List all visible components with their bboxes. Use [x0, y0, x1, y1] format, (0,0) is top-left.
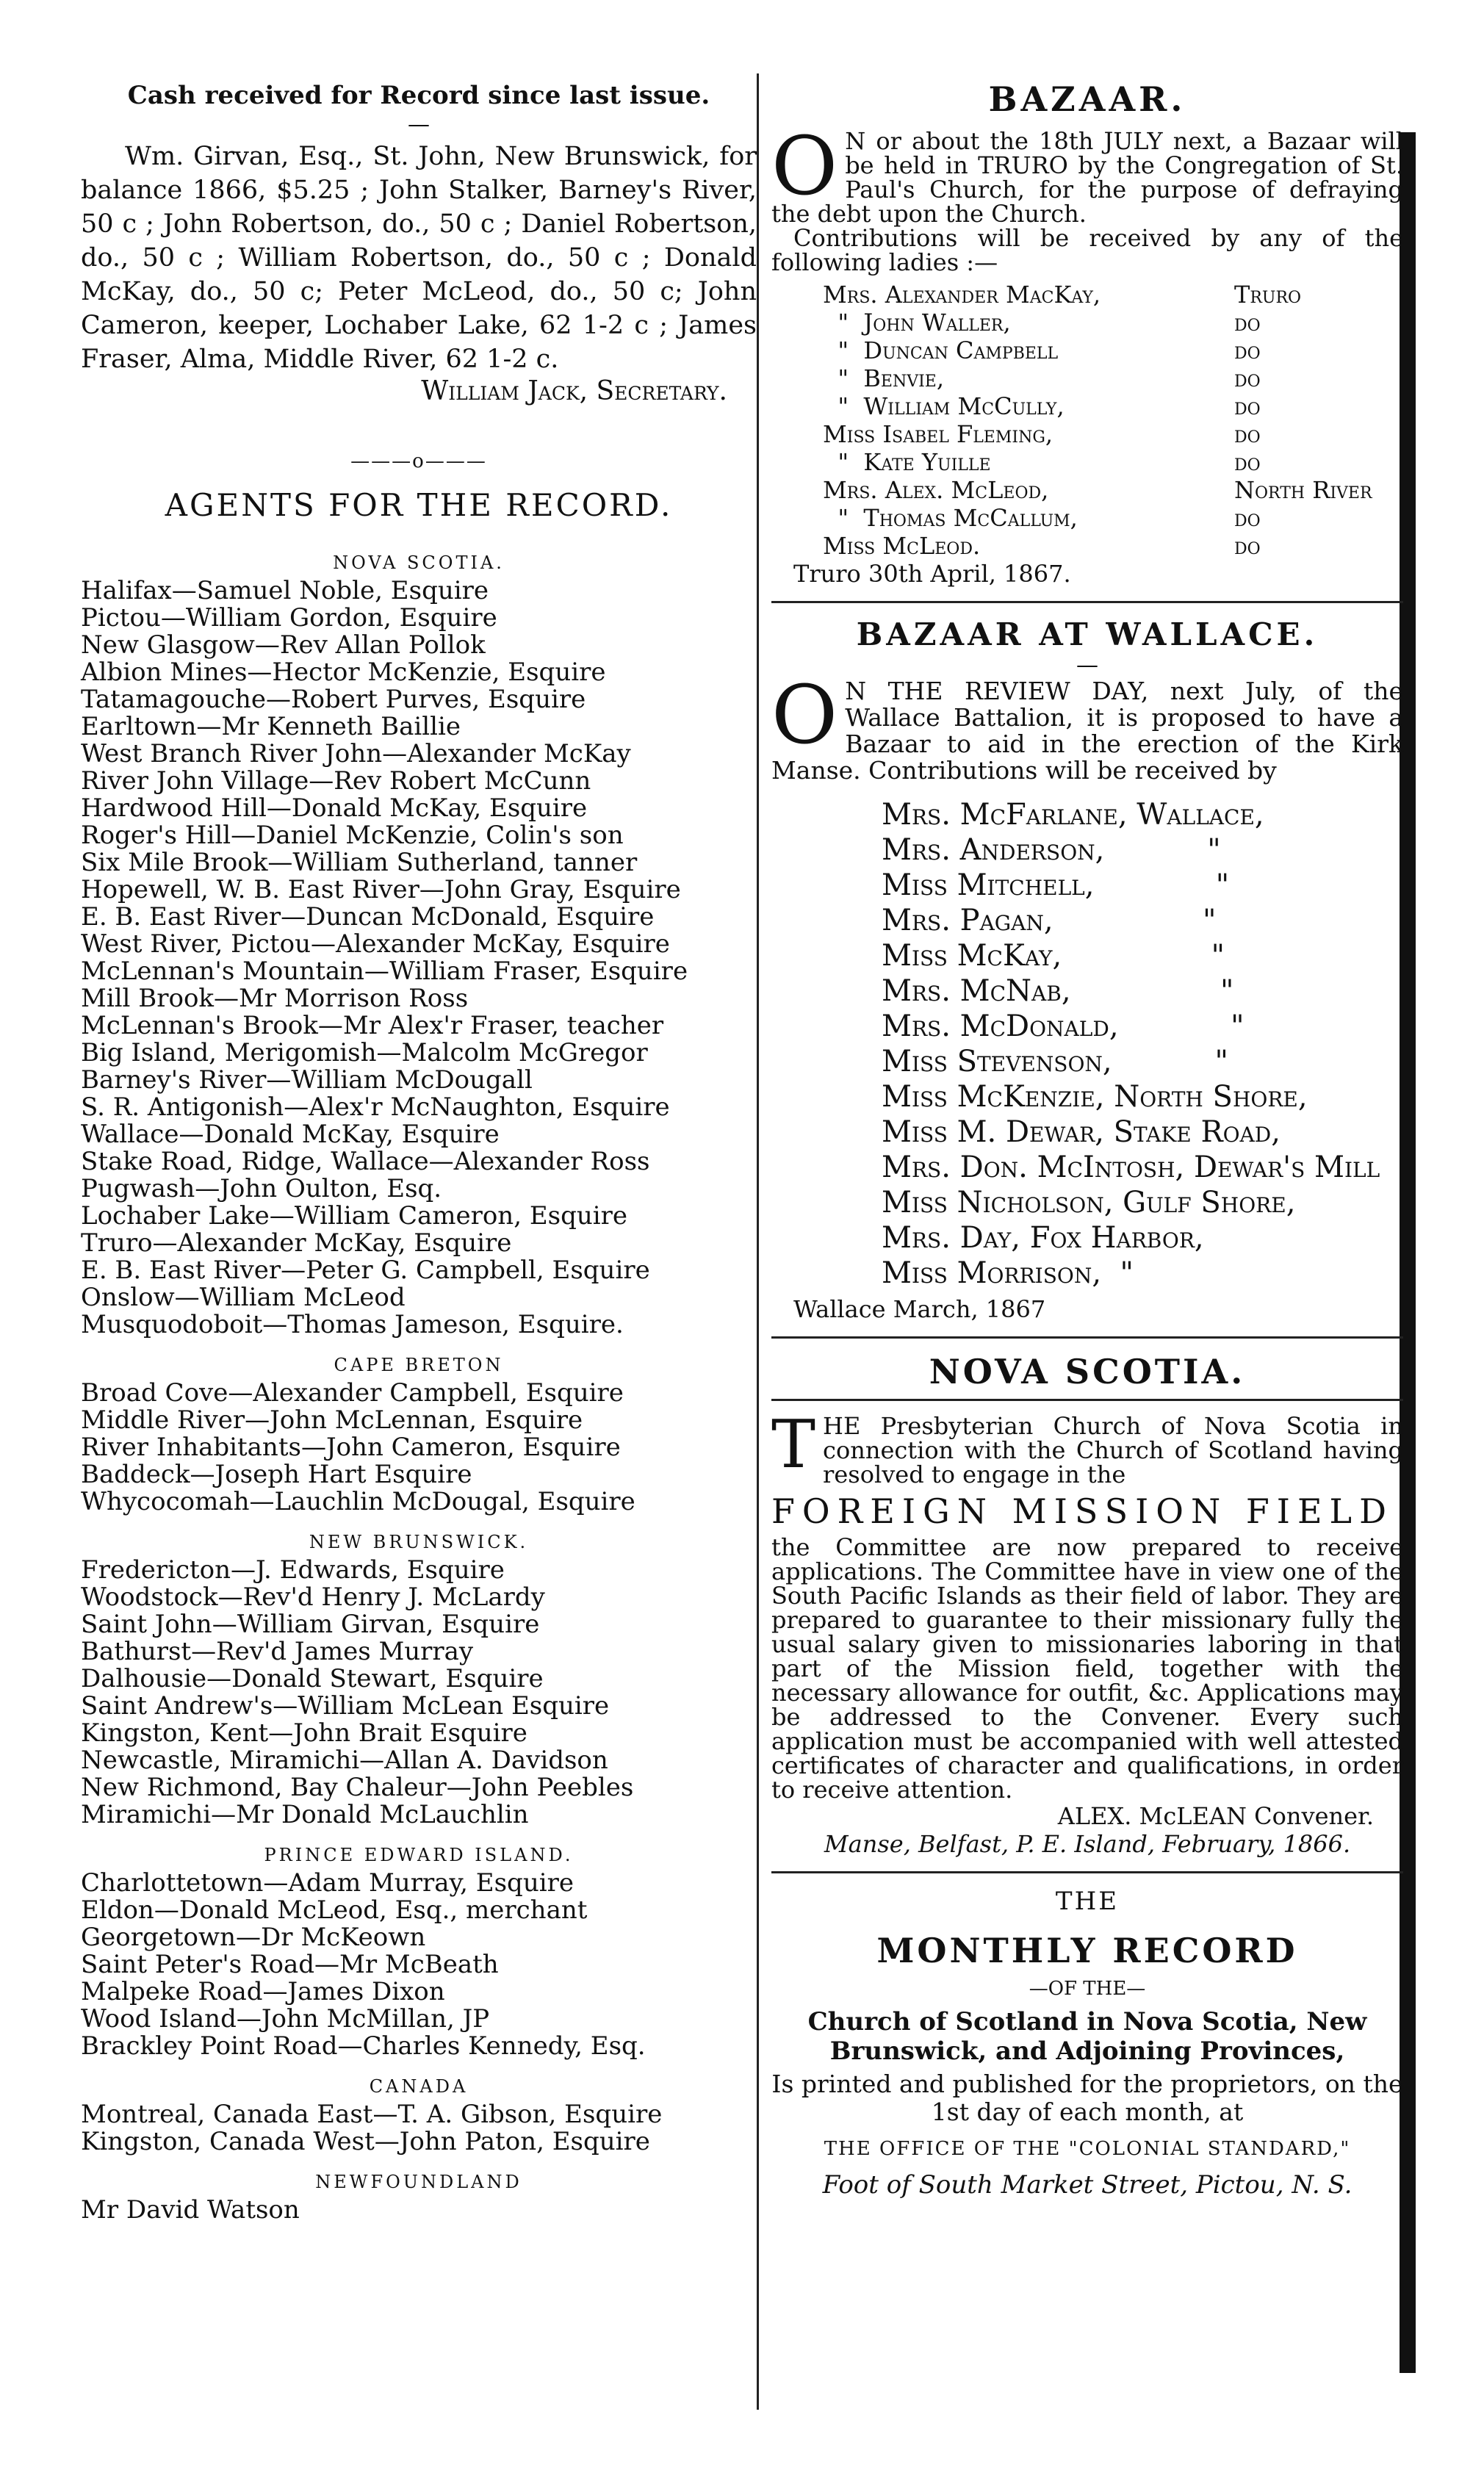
- wallace-dropcap: O: [771, 668, 838, 762]
- short-rule: —: [408, 112, 430, 137]
- agent-entry: Earltown—Mr Kenneth Baillie: [81, 712, 461, 741]
- agent-entry: Saint John—William Girvan, Esquire: [81, 1610, 540, 1639]
- cash-title: Cash received for Record since last issue.: [127, 81, 710, 110]
- agent-entry: Halifax—Samuel Noble, Esquire: [81, 576, 489, 605]
- wallace-lady: Mrs. McNab, ": [882, 974, 1234, 1008]
- bazaar-date: Truro 30th April, 1867.: [793, 560, 1071, 588]
- agents-title: AGENTS FOR THE RECORD.: [165, 487, 673, 523]
- agent-entry: McLennan's Brook—Mr Alex'r Fraser, teacher: [81, 1011, 664, 1040]
- agent-entry: Hopewell, W. B. East River—John Gray, Esquire: [81, 875, 681, 904]
- lady-place: do: [1234, 532, 1261, 560]
- agent-entry: Mill Brook—Mr Morrison Ross: [81, 984, 469, 1013]
- rule: [771, 1336, 1403, 1339]
- wallace-lady: Mrs. Don. McIntosh, Dewar's Mill: [882, 1150, 1380, 1184]
- record-title: MONTHLY RECORD: [876, 1931, 1298, 1970]
- agent-entry: Montreal, Canada East—T. A. Gibson, Esquire: [81, 2100, 663, 2129]
- agent-entry: Baddeck—Joseph Hart Esquire: [81, 1460, 472, 1489]
- record-church: Church of Scotland in Nova Scotia, New Brunswick, and Adjoining Provinces,: [807, 2007, 1367, 2066]
- nova-intro: HE Presbyterian Church of Nova Scotia in connection with the Church of Scotland having resolved to engage in the: [823, 1412, 1403, 1488]
- agent-entry: Charlottetown—Adam Murray, Esquire: [81, 1868, 574, 1898]
- column-divider: [757, 73, 759, 2410]
- rule: [771, 1399, 1403, 1401]
- agent-entry: Whycocomah—Lauchlin McDougal, Esquire: [81, 1487, 635, 1516]
- agent-entry: New Richmond, Bay Chaleur—John Peebles: [81, 1773, 634, 1802]
- agent-section-heading: CANADA: [369, 2076, 469, 2097]
- agent-section-heading: NEW BRUNSWICK.: [309, 1532, 529, 1552]
- bazaar-lady-row: [823, 281, 1403, 309]
- agent-entry: River John Village—Rev Robert McCunn: [81, 766, 591, 796]
- left-column: [81, 0, 757, 2224]
- nova-signature: ALEX. McLEAN Convener.: [1057, 1802, 1374, 1830]
- agent-entry: S. R. Antigonish—Alex'r McNaughton, Esquire: [81, 1092, 670, 1122]
- agent-entry: Wood Island—John McMillan, JP: [81, 2004, 490, 2034]
- wallace-body: N THE REVIEW DAY, next July, of the Wallace Battalion, it is proposed to have a Bazaar to aid in the erection of the Kirk Manse. Contributions will be received by: [771, 677, 1403, 785]
- cash-signature: William Jack, Secretary.: [421, 376, 727, 406]
- agent-entry: Six Mile Brook—William Sutherland, tanner: [81, 848, 638, 877]
- cash-body: Wm. Girvan, Esq., St. John, New Brunswick, for balance 1866, $5.25 ; John Stalker, Barney's River, 50 c ; John Robertson, do., 50 c ; Daniel Robertson, do., 50 c ; William Robertson, do., 50 c ; Donald McKay, do., 50 c; Peter McLeod, do., 50 c; John Cameron, keeper, Lochaber Lake, 62 1-2 c ; James Fraser, Alma, Middle River, 62 1-2 c.: [81, 142, 757, 374]
- agent-entry: Barney's River—William McDougall: [81, 1065, 533, 1095]
- rule: [771, 1871, 1403, 1873]
- agent-entry: Hardwood Hill—Donald McKay, Esquire: [81, 793, 588, 823]
- wallace-lady: Miss Mitchell, ": [882, 868, 1230, 902]
- record-office: THE OFFICE OF THE "COLONIAL STANDARD,": [824, 2138, 1351, 2160]
- agent-entry: West River, Pictou—Alexander McKay, Esquire: [81, 929, 670, 959]
- bazaar-lady-row: [823, 448, 1403, 476]
- agent-entry: Big Island, Merigomish—Malcolm McGregor: [81, 1038, 648, 1067]
- lady-name: " Duncan Campbell: [823, 336, 1059, 364]
- agent-entry: Pugwash—John Oulton, Esq.: [81, 1174, 442, 1203]
- wallace-lady: Miss Stevenson, ": [882, 1045, 1228, 1078]
- wallace-lady: Mrs. Anderson, ": [882, 833, 1221, 867]
- agents-separator: ———o———: [350, 450, 487, 472]
- record-the: THE: [1055, 1887, 1120, 1916]
- lady-name: " John Waller,: [823, 309, 1011, 336]
- agent-entry: Bathurst—Rev'd James Murray: [81, 1637, 474, 1666]
- agent-entry: E. B. East River—Peter G. Campbell, Esquire: [81, 1256, 650, 1285]
- agent-sections: [81, 552, 757, 2224]
- rule: [771, 601, 1403, 603]
- agent-section-heading: PRINCE EDWARD ISLAND.: [264, 1845, 574, 1865]
- agent-section-heading: NEWFOUNDLAND: [315, 2172, 522, 2192]
- lady-name: " William McCully,: [823, 392, 1065, 420]
- agent-entry: Roger's Hill—Daniel McKenzie, Colin's son: [81, 821, 624, 850]
- agent-entry: Fredericton—J. Edwards, Esquire: [81, 1555, 505, 1585]
- agent-entry: Stake Road, Ridge, Wallace—Alexander Ross: [81, 1147, 650, 1176]
- record-address: Foot of South Market Street, Pictou, N. S.: [822, 2170, 1352, 2200]
- agent-entry: Newcastle, Miramichi—Allan A. Davidson: [81, 1746, 608, 1775]
- agent-entry: Brackley Point Road—Charles Kennedy, Esq.: [81, 2031, 646, 2061]
- agent-entry: Eldon—Donald McLeod, Esq., merchant: [81, 1895, 588, 1925]
- lady-place: North River: [1234, 476, 1372, 504]
- lady-name: " Benvie,: [823, 364, 945, 392]
- bazaar-lady-row: [823, 392, 1403, 420]
- wallace-lady: Mrs. Day, Fox Harbor,: [882, 1221, 1204, 1255]
- lady-name: " Thomas McCallum,: [823, 504, 1078, 532]
- wallace-lady: Miss M. Dewar, Stake Road,: [882, 1115, 1281, 1149]
- wallace-notice: [771, 668, 1403, 785]
- agent-entry: Musquodoboit—Thomas Jameson, Esquire.: [81, 1310, 624, 1339]
- agent-entry: New Glasgow—Rev Allan Pollok: [81, 630, 486, 660]
- bazaar-lady-row: [823, 532, 1403, 560]
- agent-entry: Kingston, Kent—John Brait Esquire: [81, 1718, 527, 1748]
- agent-entry: Georgetown—Dr McKeown: [81, 1923, 426, 1952]
- agent-entry: Kingston, Canada West—John Paton, Esquire: [81, 2127, 650, 2156]
- record-printed: Is printed and published for the proprietors, on the 1st day of each month, at: [771, 2070, 1403, 2126]
- agent-entry: Wallace—Donald McKay, Esquire: [81, 1120, 500, 1149]
- lady-place: do: [1234, 364, 1261, 392]
- short-rule: —: [1076, 652, 1098, 678]
- agent-entry: West Branch River John—Alexander McKay: [81, 739, 631, 768]
- wallace-title: BAZAAR AT WALLACE.: [856, 616, 1319, 652]
- lady-place: Truro: [1234, 281, 1302, 309]
- nova-body: the Committee are now prepared to receive applications. The Committee have in view one of the South Pacific Islands as their field of labor. They are prepared to guarantee to their missionary fully the usual salary given to missionaries laboring in that part of the Mission field, together with the necessary allowance for outfit, &c. Applications may be addressed to the Convener. Every such application must be accompanied with well attested certificates of character and qualifications, in order to receive attention.: [771, 1533, 1403, 1804]
- lady-name: Mrs. Alexander MacKay,: [823, 281, 1101, 309]
- agent-section-heading: NOVA SCOTIA.: [333, 552, 505, 573]
- bazaar-title: BAZAAR.: [988, 79, 1186, 119]
- right-column: [771, 0, 1403, 2200]
- bazaar-lady-row: [823, 476, 1403, 504]
- wallace-lady: Miss McKenzie, North Shore,: [882, 1080, 1308, 1114]
- agent-section-heading: CAPE BRETON: [334, 1355, 504, 1375]
- bazaar-lady-row: [823, 336, 1403, 364]
- nova-notice: [771, 1406, 1403, 1488]
- bazaar-lady-row: [823, 309, 1403, 336]
- lady-place: do: [1234, 392, 1261, 420]
- bazaar-lady-row: [823, 420, 1403, 448]
- lady-name: Miss Isabel Fleming,: [823, 420, 1053, 448]
- agent-entry: Pictou—William Gordon, Esquire: [81, 603, 497, 633]
- nova-title: NOVA SCOTIA.: [929, 1352, 1246, 1391]
- wallace-lady: Miss McKay, ": [882, 939, 1225, 973]
- lady-place: do: [1234, 420, 1261, 448]
- bazaar-lady-row: [823, 504, 1403, 532]
- lady-place: do: [1234, 448, 1261, 476]
- agent-entry: Broad Cove—Alexander Campbell, Esquire: [81, 1378, 624, 1408]
- bazaar-contrib: Contributions will be received by any of the following ladies :—: [771, 224, 1403, 276]
- agent-entry: McLennan's Mountain—William Fraser, Esquire: [81, 957, 688, 986]
- lady-name: Mrs. Alex. McLeod,: [823, 476, 1049, 504]
- agent-entry: Tatamagouche—Robert Purves, Esquire: [81, 685, 586, 714]
- wallace-date: Wallace March, 1867: [793, 1295, 1046, 1323]
- agent-entry: River Inhabitants—John Cameron, Esquire: [81, 1433, 621, 1462]
- lady-place: do: [1234, 336, 1261, 364]
- agent-entry: Albion Mines—Hector McKenzie, Esquire: [81, 658, 606, 687]
- record-ofthe: —OF THE—: [1029, 1978, 1146, 2000]
- agent-entry: Miramichi—Mr Donald McLauchlin: [81, 1800, 529, 1829]
- nova-dateline: Manse, Belfast, P. E. Island, February, 1866.: [824, 1830, 1351, 1858]
- agent-entry: Truro—Alexander McKay, Esquire: [81, 1228, 512, 1258]
- lady-place: do: [1234, 309, 1261, 336]
- wallace-lady: Mrs. McDonald, ": [882, 1009, 1245, 1043]
- agent-entry: E. B. East River—Duncan McDonald, Esquire: [81, 902, 655, 932]
- agent-entry: Saint Peter's Road—Mr McBeath: [81, 1950, 499, 1979]
- nova-dropcap: T: [771, 1406, 816, 1483]
- lady-name: " Kate Yuille: [823, 448, 991, 476]
- agent-entry: Malpeke Road—James Dixon: [81, 1977, 445, 2006]
- agent-entry: Middle River—John McLennan, Esquire: [81, 1405, 583, 1435]
- bazaar-ladies-list: [823, 281, 1403, 560]
- agent-entry: Dalhousie—Donald Stewart, Esquire: [81, 1664, 544, 1693]
- wallace-lady: Mrs. McFarlane, Wallace,: [882, 798, 1264, 832]
- wallace-lady: Mrs. Pagan, ": [882, 904, 1217, 937]
- agent-entry: Mr David Watson: [81, 2195, 300, 2225]
- wallace-lady: Miss Nicholson, Gulf Shore,: [882, 1186, 1296, 1220]
- bazaar-lady-row: [823, 364, 1403, 392]
- bazaar-dropcap: O: [771, 119, 838, 213]
- agent-entry: Saint Andrew's—William McLean Esquire: [81, 1691, 610, 1721]
- wallace-ladies-list: [771, 797, 1403, 1291]
- bazaar-notice: [771, 119, 1403, 228]
- lady-place: do: [1234, 504, 1261, 532]
- agent-entry: Onslow—William McLeod: [81, 1283, 406, 1312]
- agent-entry: Lochaber Lake—William Cameron, Esquire: [81, 1201, 627, 1231]
- wallace-lady: Miss Morrison, ": [882, 1256, 1134, 1290]
- agent-entry: Woodstock—Rev'd Henry J. McLardy: [81, 1582, 545, 1612]
- foreign-mission-heading: FOREIGN MISSION FIELD: [771, 1491, 1394, 1531]
- lady-name: Miss McLeod.: [823, 532, 981, 560]
- bazaar-body: N or about the 18th JULY next, a Bazaar will be held in TRURO by the Congregation of St. Paul's Church, for the purpose of defraying the debt upon the Church.: [771, 127, 1403, 228]
